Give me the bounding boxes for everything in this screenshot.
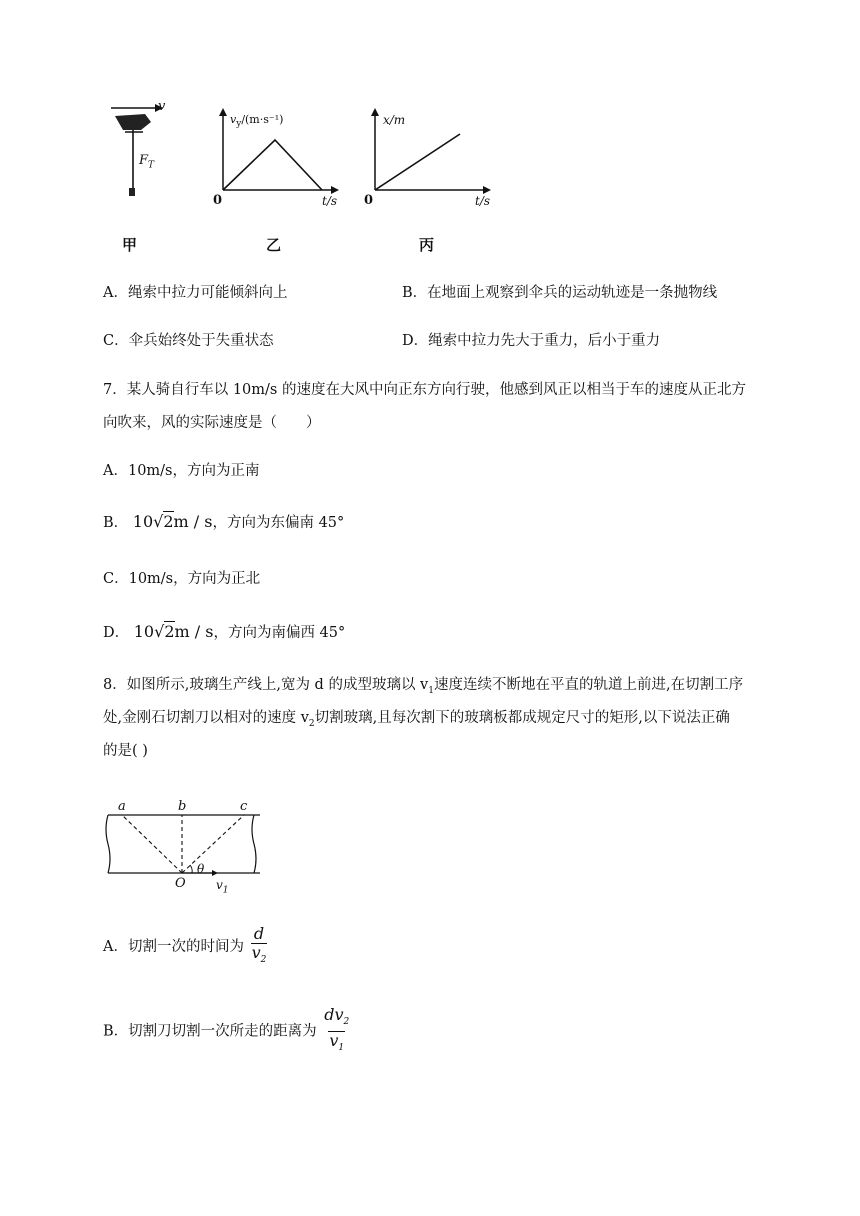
q8-label-a: a: [118, 799, 126, 814]
bing-origin: 0: [364, 193, 374, 208]
q7-b-expression: 10√2m / s: [132, 512, 213, 531]
figure-label-jia: 甲: [122, 236, 138, 254]
q8-option-b-fraction: $\frac{dv_2}{v_1}$: [323, 1006, 350, 1057]
q8-label-v1: $v_1$: [216, 878, 229, 896]
q8-label-o: O: [175, 876, 186, 891]
jia-ft-label: $F_T$: [139, 153, 155, 171]
q7-stem-line1: 7．某人骑自行车以 10m/s 的速度在大风中向正东方向行驶，他感到风正以相当于车的速度从正北方: [103, 382, 746, 398]
q7-option-b: B． 10√2m / s，方向为东偏南 45°: [103, 512, 345, 531]
q7-stem-line2: 向吹来，风的实际速度是（ ）: [103, 415, 321, 431]
yi-x-axis-label: t/s: [322, 194, 338, 208]
figure-label-bing: 丙: [419, 236, 435, 254]
q8-label-b: b: [178, 799, 187, 814]
bing-y-axis-label: x/m: [383, 113, 406, 127]
yi-y-axis-label: $v_y/(m\cdot s^{-1})$: [230, 113, 284, 130]
yi-origin: 0: [213, 193, 223, 208]
q8-label-theta: θ: [197, 862, 205, 876]
q8-option-a-fraction: $\frac{d}{v_2}$: [251, 925, 268, 969]
q7-option-a: A．10m/s，方向为正南: [103, 463, 260, 479]
q6-option-d: D．绳索中拉力先大于重力，后小于重力: [402, 333, 661, 349]
jia-v-label: v: [158, 99, 166, 114]
q6-option-c: C．伞兵始终处于失重状态: [103, 333, 274, 349]
figure-bing: [362, 108, 492, 198]
q8-option-a: A．切割一次的时间为 $\frac{d}{v_2}$: [103, 925, 267, 969]
q8-stem-line2: 处,金刚石切割刀以相对的速度 $v_2$切割玻璃,且每次割下的玻璃板都成规定尺寸的矩形,以下说法正确: [103, 710, 730, 729]
q8-option-b: B．切割刀切割一次所走的距离为 $\frac{dv_2}{v_1}$: [103, 1006, 350, 1057]
q6-option-b: B．在地面上观察到伞兵的运动轨迹是一条抛物线: [402, 285, 718, 301]
q7-d-expression: 10√2m / s: [133, 622, 214, 641]
q8-label-c: c: [240, 799, 248, 814]
q8-stem-line3: 的是( ): [103, 743, 148, 759]
q7-option-c: C．10m/s，方向为正北: [103, 571, 261, 587]
figure-label-yi: 乙: [266, 236, 282, 254]
q6-option-a: A．绳索中拉力可能倾斜向上: [103, 285, 288, 301]
bing-x-axis-label: t/s: [475, 194, 491, 208]
q8-stem-line1: 8．如图所示,玻璃生产线上,宽为 d 的成型玻璃以 $v_1$速度连续不断地在平直的轨道上前进,在切割工序: [103, 677, 744, 696]
q7-option-d: D． 10√2m / s，方向为南偏西 45°: [103, 622, 346, 641]
